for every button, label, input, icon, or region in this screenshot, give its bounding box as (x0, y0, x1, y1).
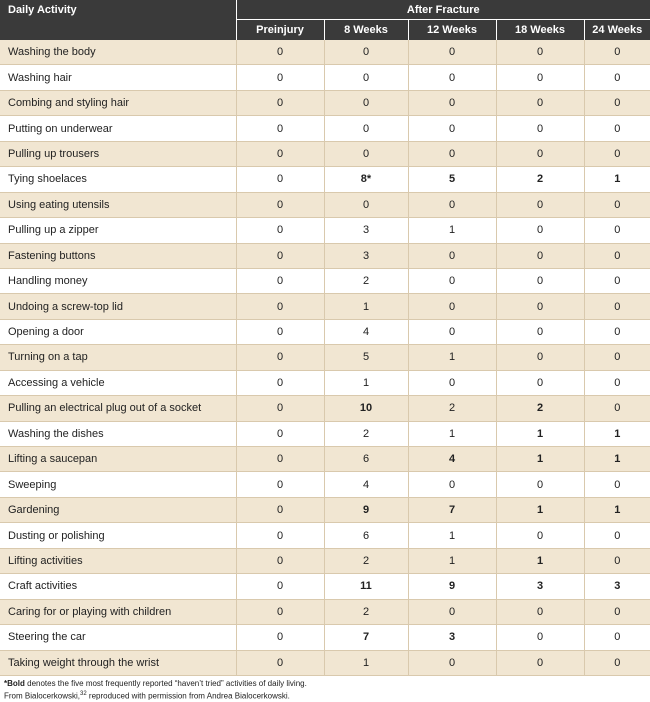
activity-cell: Fastening buttons (0, 243, 236, 268)
value-cell: 1 (584, 167, 650, 192)
value-cell: 3 (496, 574, 584, 599)
table-row (0, 650, 650, 675)
value-cell: 0 (236, 65, 324, 90)
value-cell: 9 (324, 497, 408, 522)
value-cell: 0 (584, 599, 650, 624)
table-row (0, 548, 650, 573)
value-cell: 0 (496, 116, 584, 141)
value-cell: 0 (236, 243, 324, 268)
value-cell: 0 (236, 599, 324, 624)
value-cell: 1 (496, 447, 584, 472)
activity-cell: Undoing a screw-top lid (0, 294, 236, 319)
value-cell: 1 (408, 523, 496, 548)
value-cell: 5 (324, 345, 408, 370)
value-cell: 0 (236, 548, 324, 573)
activity-cell: Accessing a vehicle (0, 370, 236, 395)
value-cell: 10 (324, 396, 408, 421)
activity-cell: Washing hair (0, 65, 236, 90)
value-cell: 0 (496, 65, 584, 90)
activity-cell: Taking weight through the wrist (0, 650, 236, 675)
value-cell: 0 (584, 345, 650, 370)
value-cell: 0 (236, 396, 324, 421)
table-row (0, 141, 650, 166)
value-cell: 0 (496, 90, 584, 115)
activity-cell: Caring for or playing with children (0, 599, 236, 624)
value-cell: 2 (324, 268, 408, 293)
value-cell: 0 (408, 268, 496, 293)
value-cell: 1 (324, 650, 408, 675)
value-cell: 0 (584, 523, 650, 548)
value-cell: 0 (584, 268, 650, 293)
header-18-weeks: 18 Weeks (496, 20, 584, 41)
value-cell: 2 (496, 396, 584, 421)
value-cell: 0 (408, 599, 496, 624)
value-cell: 0 (584, 243, 650, 268)
value-cell: 0 (584, 192, 650, 217)
value-cell: 0 (496, 294, 584, 319)
header-24-weeks: 24 Weeks (584, 20, 650, 41)
value-cell: 0 (496, 192, 584, 217)
value-cell: 9 (408, 574, 496, 599)
value-cell: 1 (496, 548, 584, 573)
activity-cell: Handling money (0, 268, 236, 293)
value-cell: 0 (496, 625, 584, 650)
value-cell: 1 (496, 421, 584, 446)
footnote-line-2 (4, 689, 646, 702)
activity-cell: Craft activities (0, 574, 236, 599)
value-cell: 0 (236, 472, 324, 497)
value-cell: 2 (324, 421, 408, 446)
footnote-source: From Bialocerkowski, (4, 691, 81, 701)
value-cell: 0 (236, 319, 324, 344)
table-row (0, 40, 650, 65)
value-cell: 11 (324, 574, 408, 599)
activity-cell: Washing the body (0, 40, 236, 65)
activity-cell: Combing and styling hair (0, 90, 236, 115)
table-body (0, 40, 650, 675)
value-cell: 0 (236, 268, 324, 293)
table-row (0, 218, 650, 243)
table-row (0, 574, 650, 599)
activity-cell: Lifting a saucepan (0, 447, 236, 472)
footnote-text: denotes the five most frequently reported “haven’t tried” activities of daily living. (24, 678, 307, 688)
value-cell: 0 (408, 472, 496, 497)
value-cell: 0 (408, 65, 496, 90)
table-row (0, 599, 650, 624)
value-cell: 1 (408, 548, 496, 573)
value-cell: 0 (236, 497, 324, 522)
value-cell: 0 (236, 218, 324, 243)
table-row (0, 294, 650, 319)
footnote-permission: reproduced with permission from Andrea Bialocerkowski. (86, 691, 290, 701)
value-cell: 0 (408, 90, 496, 115)
header-12-weeks: 12 Weeks (408, 20, 496, 41)
value-cell: 0 (408, 40, 496, 65)
value-cell: 0 (584, 65, 650, 90)
value-cell: 0 (584, 548, 650, 573)
value-cell: 1 (408, 421, 496, 446)
value-cell: 4 (408, 447, 496, 472)
table-row (0, 90, 650, 115)
value-cell: 0 (496, 523, 584, 548)
table-row (0, 472, 650, 497)
value-cell: 6 (324, 447, 408, 472)
value-cell: 7 (324, 625, 408, 650)
table-row (0, 497, 650, 522)
table-row (0, 370, 650, 395)
value-cell: 0 (236, 370, 324, 395)
activity-cell: Sweeping (0, 472, 236, 497)
value-cell: 0 (496, 141, 584, 166)
value-cell: 0 (408, 370, 496, 395)
value-cell: 0 (584, 625, 650, 650)
value-cell: 1 (408, 345, 496, 370)
value-cell: 8* (324, 167, 408, 192)
table-row (0, 268, 650, 293)
value-cell: 1 (496, 497, 584, 522)
table-row (0, 116, 650, 141)
value-cell: 0 (236, 345, 324, 370)
value-cell: 6 (324, 523, 408, 548)
value-cell: 0 (236, 650, 324, 675)
value-cell: 0 (408, 192, 496, 217)
value-cell: 0 (324, 192, 408, 217)
value-cell: 0 (584, 116, 650, 141)
value-cell: 0 (408, 650, 496, 675)
activity-cell: Gardening (0, 497, 236, 522)
value-cell: 0 (584, 396, 650, 421)
activity-cell: Dusting or polishing (0, 523, 236, 548)
activity-cell: Pulling up trousers (0, 141, 236, 166)
activity-cell: Pulling an electrical plug out of a socket (0, 396, 236, 421)
value-cell: 0 (584, 370, 650, 395)
header-8-weeks: 8 Weeks (324, 20, 408, 41)
footnote-ref: 32 (80, 690, 87, 697)
activity-cell: Steering the car (0, 625, 236, 650)
activity-cell: Opening a door (0, 319, 236, 344)
value-cell: 0 (236, 116, 324, 141)
value-cell: 0 (584, 141, 650, 166)
value-cell: 0 (324, 40, 408, 65)
activity-cell: Turning on a tap (0, 345, 236, 370)
value-cell: 0 (236, 40, 324, 65)
table-row (0, 243, 650, 268)
value-cell: 0 (236, 90, 324, 115)
value-cell: 0 (584, 90, 650, 115)
value-cell: 0 (236, 141, 324, 166)
activity-cell: Lifting activities (0, 548, 236, 573)
activity-cell: Using eating utensils (0, 192, 236, 217)
table-row (0, 625, 650, 650)
value-cell: 1 (324, 370, 408, 395)
table-header (0, 0, 650, 40)
value-cell: 4 (324, 472, 408, 497)
value-cell: 0 (324, 65, 408, 90)
value-cell: 0 (584, 650, 650, 675)
value-cell: 0 (408, 141, 496, 166)
value-cell: 0 (496, 40, 584, 65)
value-cell: 0 (408, 294, 496, 319)
value-cell: 4 (324, 319, 408, 344)
value-cell: 3 (584, 574, 650, 599)
value-cell: 0 (584, 40, 650, 65)
value-cell: 0 (496, 599, 584, 624)
value-cell: 0 (496, 472, 584, 497)
value-cell: 0 (324, 90, 408, 115)
value-cell: 0 (236, 167, 324, 192)
value-cell: 1 (584, 447, 650, 472)
value-cell: 7 (408, 497, 496, 522)
value-cell: 0 (236, 294, 324, 319)
value-cell: 1 (584, 497, 650, 522)
activity-cell: Putting on underwear (0, 116, 236, 141)
header-daily-activity: Daily Activity (0, 0, 236, 40)
value-cell: 0 (324, 116, 408, 141)
value-cell: 3 (324, 218, 408, 243)
value-cell: 0 (408, 243, 496, 268)
value-cell: 0 (236, 625, 324, 650)
value-cell: 2 (496, 167, 584, 192)
value-cell: 1 (584, 421, 650, 446)
value-cell: 3 (408, 625, 496, 650)
value-cell: 0 (324, 141, 408, 166)
footnote-line-1 (4, 679, 646, 689)
value-cell: 0 (236, 192, 324, 217)
value-cell: 0 (496, 243, 584, 268)
value-cell: 0 (408, 116, 496, 141)
table-row (0, 65, 650, 90)
footnote (0, 676, 650, 702)
value-cell: 0 (584, 294, 650, 319)
table-row (0, 421, 650, 446)
value-cell: 0 (236, 421, 324, 446)
value-cell: 0 (236, 523, 324, 548)
value-cell: 0 (496, 370, 584, 395)
activity-cell: Tying shoelaces (0, 167, 236, 192)
table-row (0, 319, 650, 344)
header-after-fracture: After Fracture (236, 0, 650, 20)
value-cell: 0 (584, 472, 650, 497)
activity-cell: Washing the dishes (0, 421, 236, 446)
value-cell: 0 (496, 268, 584, 293)
table-row (0, 447, 650, 472)
value-cell: 0 (236, 574, 324, 599)
table-row (0, 192, 650, 217)
value-cell: 0 (496, 218, 584, 243)
value-cell: 0 (496, 345, 584, 370)
value-cell: 0 (584, 319, 650, 344)
table-row (0, 167, 650, 192)
value-cell: 0 (584, 218, 650, 243)
value-cell: 1 (408, 218, 496, 243)
value-cell: 0 (408, 319, 496, 344)
value-cell: 0 (496, 650, 584, 675)
footnote-bold: *Bold (4, 678, 25, 688)
header-preinjury: Preinjury (236, 20, 324, 41)
value-cell: 3 (324, 243, 408, 268)
table-row (0, 345, 650, 370)
value-cell: 1 (324, 294, 408, 319)
value-cell: 5 (408, 167, 496, 192)
table-row (0, 396, 650, 421)
value-cell: 2 (324, 599, 408, 624)
value-cell: 2 (324, 548, 408, 573)
table-row (0, 523, 650, 548)
value-cell: 2 (408, 396, 496, 421)
activity-cell: Pulling up a zipper (0, 218, 236, 243)
value-cell: 0 (236, 447, 324, 472)
value-cell: 0 (496, 319, 584, 344)
